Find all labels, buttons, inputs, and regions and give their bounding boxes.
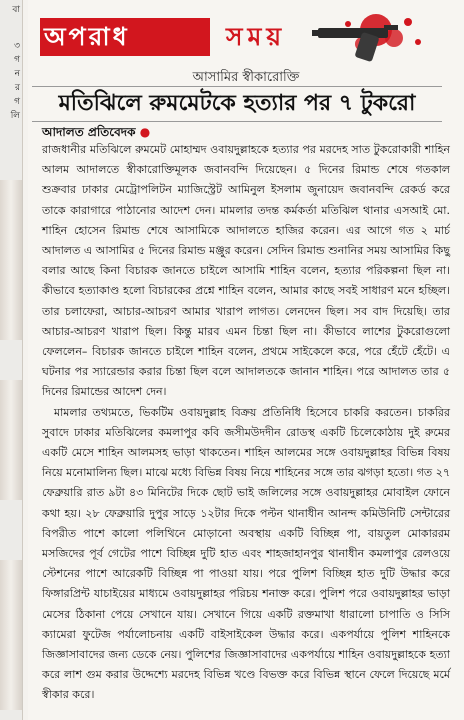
- margin-fragment: গ: [14, 55, 20, 65]
- article-paragraph: মামলার তথ্যমতে, ভিকটিম ওবায়দুল্লাহ বিক্রয় প্রতিনিধি হিসেবে চাকরি করতেন। চাকরির সুবাদে ঢাকার মতিঝিলের কমলাপুর কবি জসীমউদদীন রোডস্থ একটি চিলেকোঠায় দুই রুমের একটি মেসে শাহিন আলমসহ ভাড়া থাকতেন। শাহিন আলমের সঙ্গে ওবায়দুল্লাহর বিভিন্ন বিষয় নিয়ে মনোমালিন্য ছিল। মাঝে মধ্যে বিভিন্ন বিষয় নিয়ে শাহিনের সঙ্গে তার ঝগড়া হতো। গত ২৭ ফেব্রুয়ারি রাত ৯টা ৪৩ মিনিটের দিকে ছোট ভাই জলিলের সঙ্গে ওবায়দুল্লাহর মোবাইল ফোনে কথা হয়। ২৮ ফেব্রুয়ারি দুপুর সাড়ে ১২টার দিকে পল্টন থানাধীন আনন্দ কমিউনিটি সেন্টারের বিপরীত পাশে কালো পলিথিনে মোড়ানো অবস্থায় একটি বিচ্ছিন্ন পা, বায়তুল মোকাররম মসজিদের পূর্ব গেটের পাশে বিচ্ছিন্ন দুটি হাত এবং শাহজাহানপুর থানাধীন কমলাপুর রেলওয়ে স্টেশনের পাশে আরেকটি বিচ্ছিন্ন পা পাওয়া যায়। পরে পুলিশ বিচ্ছিন্ন হাত দুটি উদ্ধার করে ফিঙ্গারপ্রিন্ট যাচাইয়ের মাধ্যমে ওবায়দুল্লাহর পরিচয় শনাক্ত করে। পুলিশ পরে ওবায়দুল্লাহর ভাড়া মেসের ঠিকানা পেয়ে সেখানে যায়। সেখানে গিয়ে একটি রক্তমাখা ধারালো চাপাতি ও সিসি ক্যামেরা ফুটেজ পর্যালোচনায় একটি বাইসাইকেল উদ্ধার করে। একপর্যায়ে পুলিশ শাহিনকে জিজ্ঞাসাবাদের জন্য ডেকে নেয়। পুলিশের জিজ্ঞাসাবাদের একপর্যায়ে শাহিন ওবায়দুল্লাহকে হত্যা করে লাশ গুম করার উদ্দেশ্যে মরদেহ বিভিন্ন খণ্ডে বিভক্ত করে বিভিন্ন স্থানে ফেলে দিয়েছে মর্মে স্বীকার করে।: [42, 405, 450, 702]
- pistol-bloodsplatter-icon: [298, 8, 440, 64]
- photo-fragment: [0, 560, 22, 710]
- divider: [32, 86, 442, 87]
- brand-title-right: সময়: [226, 22, 287, 51]
- headline: মতিঝিলে রুমমেটকে হত্যার পর ৭ টুকরো: [58, 91, 416, 116]
- photo-fragment: [0, 180, 22, 340]
- margin-fragment: র: [15, 83, 20, 93]
- divider: [32, 121, 442, 122]
- byline-text: আদালত প্রতিবেদক: [42, 125, 136, 139]
- byline-bullet-icon: ●: [139, 125, 151, 139]
- margin-fragment: ন: [14, 69, 20, 79]
- photo-fragment: [0, 380, 22, 500]
- margin-fragment: ৩: [14, 41, 20, 51]
- kicker: আসামির স্বীকারোক্তি: [192, 70, 300, 85]
- news-article: [28, 0, 464, 720]
- adjacent-column-fragment: [0, 0, 23, 720]
- margin-fragment: লি: [10, 111, 20, 121]
- section-masthead: [30, 8, 426, 62]
- margin-fragment: বা: [12, 5, 20, 15]
- margin-fragment: গ: [14, 97, 20, 107]
- brand-title-left: অপরাধ: [44, 22, 130, 51]
- article-paragraph: রাজধানীর মতিঝিলে রুমমেট মোহাম্মদ ওবায়দুল্লাহকে হত্যার পর মরদেহ সাত টুকরোকারী শাহিন আলম আদালতে স্বীকারোক্তিমূলক জবানবন্দি দিয়েছেন। ৫ দিনের রিমান্ড শেষে গতকাল শুক্রবার ঢাকার মেট্রোপলিটন ম্যাজিস্ট্রেট আমিনুল ইসলাম জুনায়েদ জবানবন্দি রেকর্ড করে তাকে কারাগারে পাঠানোর আদেশ দেন। মামলার তদন্ত কর্মকর্তা মতিঝিল থানার এসআই মো. শাহিন হোসেন রিমান্ড শেষে আসামিকে আদালতে হাজির করেন। এর আগে গত ২ মার্চ আদালত এ আসামির ৫ দিনের রিমান্ড মঞ্জুর করেন। সেদিন রিমান্ড শুনানির সময় আসামির কিছু বলার আছে কিনা বিচারক জানতে চাইলে আসামি শাহিন বলেন, হত্যার পরিকল্পনা ছিল না। কীভাবে হত্যাকাণ্ড হলো বিচারকের প্রশ্নে শাহিন বলেন, আমার কাছে সবই সাধারণ মনে হচ্ছিল। তার চলাফেরা, আচার-আচরণ আমার খারাপ লাগত। লেনদেন ছিল। সব বাদ দিয়েছি। তার আচার-আচরণ খারাপ ছিল। কিন্তু মারব এমন চিন্তা ছিল না। কীভাবে লাশের টুকরোগুলো ফেললেন– বিচারক জানতে চাইলে শাহিন বলেন, প্রথমে সাইকেলে করে, পরে হেঁটে হেঁটে। এ ঘটনার পর স্যারেন্ডার করার চিন্তা ছিল বলে আদালতকে জানান শাহিন। পরে আদালত তার ৫ দিনের রিমান্ডের আদেশ দেন।: [42, 143, 450, 399]
- article-body: [42, 140, 450, 706]
